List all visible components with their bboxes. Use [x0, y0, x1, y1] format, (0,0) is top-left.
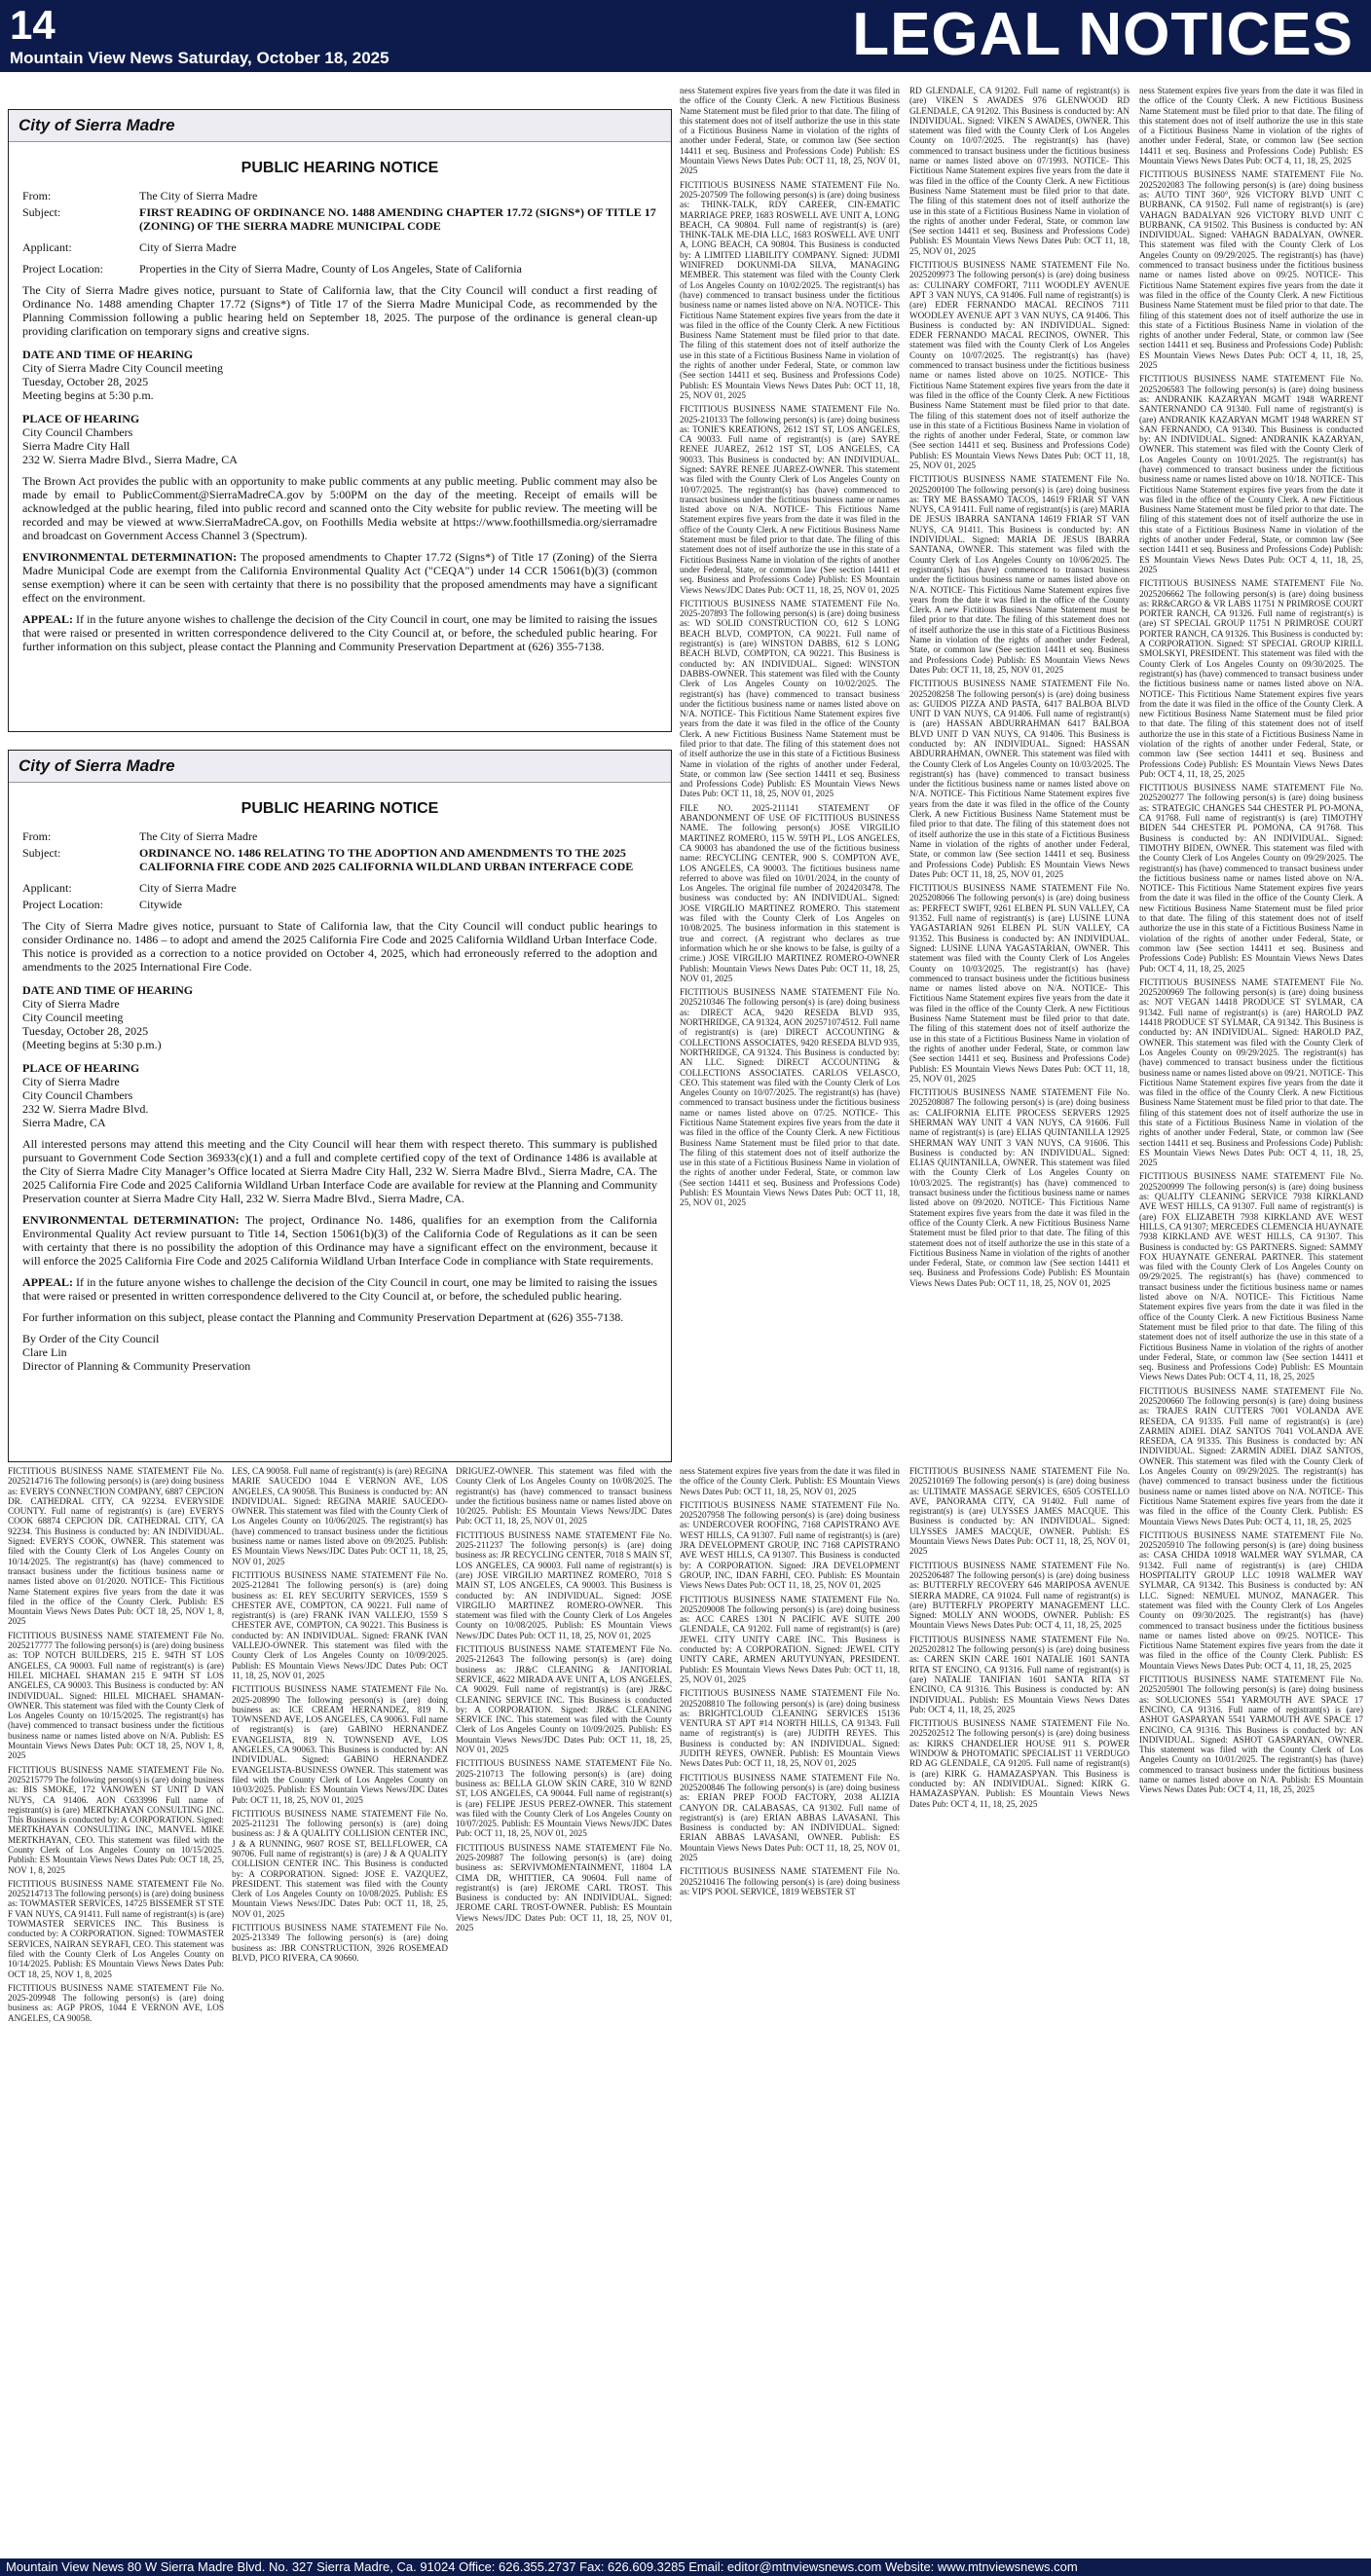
from-value: The City of Sierra Madre [139, 189, 258, 202]
fictitious-business-notice: FICTITIOUS BUSINESS NAME STATEMENT File No. 2025208066 The following person(s) is (are) doing business as: PERFECT SWIFT, 9261 ELBEN PL SUN VALLEY, CA 91352. Full name of registrant(s) is (are) LUSINE LUNA YAGASTARIAN 9261 ELBEN PL SUN VALLEY, CA 91352. This Business is conducted by: AN INDIVIDUAL. Signed: LUSINE LUNA YAGASTARIAN, OWNER. This statement was filed with the County Clerk of Los Angeles County on 10/03/2025. The registrant(s) has (have) commenced to transact business under the fictitious business name or names listed above on N/A. NOTICE- This Fictitious Name Statement expires five years from the date it was filed in the office of the County Clerk. A new Fictitious Business Name Statement must be filed prior to that date. The filing of this statement does not of itself authorize the use in this state of a Fictitious Business Name in violation of the rights of another under Federal, State, or common law (See section 14411 et seq. Business and Professions Code) Publish: ES Mountain Views News Dates Pub: OCT 11, 18, 25, NOV 01, 2025 [909, 883, 1130, 1084]
fictitious-business-notice: ness Statement expires five years from the date it was filed in the office of the County Clerk. A new Fictitious Business Name Statement must be filed prior to that date. The filing of this statement does not of itself authorize the use in this state of a Fictitious Business Name in violation of the rights of another under Federal, State, or common law (See section 14411 et seq. Business and Professions Code) Publish: ES Mountain Views News Dates Pub: OCT 4, 11, 18, 25, 2025 [1139, 86, 1363, 166]
hearing-place-heading: PLACE OF HEARING [22, 412, 140, 425]
fictitious-business-notice: DRIGUEZ-OWNER. This statement was filed with the County Clerk of Los Angeles County on 10/08/2025. The registrant(s) has (have) commenced to transact business under the fictitious business name or names listed above on 10/2025. Publish: ES Mountain Views News/JDC Dates Pub: OCT 11, 18, 25, NOV 01, 2025 [456, 1466, 672, 1527]
footer-contact-bar: Mountain View News 80 W Sierra Madre Blvd. No. 327 Sierra Madre, Ca. 91024 Office: 626.355.2737 Fax: 626.609.3285 Email: editor@mtnviewsnews.com Website: www.mtnviewsnews.com [0, 2558, 1371, 2576]
notice-intro: The City of Sierra Madre gives notice, pursuant to State of California law, that the City Council will conduct public hearings to consider Ordinance no. 1486 – to adopt and amend the 2025 California Fire Code and 2025 California Wildland Urban Interface Code. This notice is provided as a correction to a notice provided on October 4, 2025, which had erroneously referred to the adoption and amendments to the 2025 International Fire Code. [22, 919, 657, 974]
fictitious-business-notice: FICTITIOUS BUSINESS NAME STATEMENT File No. 2025-209887 The following person(s) is (are) doing business as: SERVIVMOMENTAINMENT, 11804 LA CIMA DR, WHITTIER, CA 90604. Full name of registrant(s) is (are) JEROME CARL TROST. This Business is conducted by: AN INDIVIDUAL. Signed: JEROME CARL TROST-OWNER. Publish: ES Mountain Views News/JDC Dates Pub: OCT 11, 18, 25, NOV 01, 2025 [456, 1842, 672, 1933]
fictitious-business-notice: FICTITIOUS BUSINESS NAME STATEMENT File No. 2025205910 The following person(s) is (are) doing business as: CASA CHIDA 10918 WALMER WAY SYLMAR, CA 91342. Full name of registrant(s) is (are) CHIDA HOSPITALITY GROUP LLC 10918 WALMER WAY SYLMAR, CA 91342. This Business is conducted by: AN LLC. Signed: NEMUEL MUNOZ, MANAGER. This statement was filed with the County Clerk of Los Angeles County on 09/30/2025. The registrant(s) has (have) commenced to transact business under the fictitious business name or names listed above on 09/25. NOTICE- This Fictitious Name Statement expires five years from the date it was filed in the office of the County Clerk. Publish: ES Mountain Views News Dates Pub: OCT 4, 11, 18, 25, 2025 [1139, 1529, 1363, 1671]
hearing-place-line: 232 W. Sierra Madre Blvd. [22, 1102, 149, 1116]
env-text: The proposed amendments to Chapter 17.72 (Signs*) of Title 17 (Zoning) of the Sierra Madre Municipal Code are exempt from the California Environmental Quality Act ("CEQA") under 14 CCR 15061(b)(3) (common sense exemption) where it can be seen with certainty that there is no possibility that the proposed amendments may have a significant effect on the environment. [22, 550, 657, 605]
fictitious-business-notice: FICTITIOUS BUSINESS NAME STATEMENT File No. 2025217777 The following person(s) is (are) doing business as: TOP NOTCH BUILDERS, 215 E. 94TH ST LOS ANGELES, CA 90003. Full name of registrant(s) is (are) HILEL MICHAEL SHAMAN 215 E 94TH ST LOS ANGELES, CA 90003. This Business is conducted by: AN INDIVIDUAL. Signed: HILEL MICHAEL SHAMAN-OWNER. This statement was filed with the County Clerk of Los Angeles County on 10/15/2025. The registrant(s) has (have) commenced to transact business under the fictitious business name or names listed above on N/A. Publish: ES Mountain Views News Dates Pub: OCT 18, 25, NOV 1, 8, 2025 [8, 1630, 224, 1761]
fictitious-business-notice: FICTITIOUS BUSINESS NAME STATEMENT File No. 2025200100 The following person(s) is (are) doing business as: TRY ME BASSAMO TACOS, 14619 FRIAR ST VAN NUYS, CA 91411. Full name of registrant(s) is (are) MARIA DE JESUS IBARRA SANTANA 14619 FRIAR ST VAN NUYS, CA 91411. This Business is conducted by: AN INDIVIDUAL. Signed: MARIA DE JESUS IBARRA SANTANA, OWNER. This statement was filed with the County Clerk of Los Angeles County on 10/06/2025. The registrant(s) has (have) commenced to transact business under the fictitious business name or names listed above on N/A. NOTICE- This Fictitious Name Statement expires five years from the date it was filed in the office of the County Clerk. A new Fictitious Business Name Statement must be filed prior to that date. The filing of this statement does not of itself authorize the use in this state of a Fictitious Business Name in violation of the rights of another under Federal, State, or common law (See section 14411 et seq. Business and Professions Code) Publish: ES Mountain Views News Dates Pub: OCT 11, 18, 25, NOV 01, 2025 [909, 474, 1130, 675]
legal-column [909, 86, 1130, 1460]
fictitious-business-notice: FICTITIOUS BUSINESS NAME STATEMENT File No. 2025-213349 The following person(s) is (are) doing business as: JBR CONSTRUCTION, 3926 ROSEMEAD BLVD, PICO RIVERA, CA 90660. [232, 1923, 448, 1963]
further-info: For further information on this subject, please contact the Planning and Community Preservation Department at (626) 355-7138. [22, 1310, 624, 1324]
subject-label: Subject: [22, 205, 61, 219]
hearing-date-line: City of Sierra Madre [22, 997, 120, 1011]
page-number: 14 [10, 2, 56, 48]
fictitious-business-notice: FICTITIOUS BUSINESS NAME STATEMENT File No. 2025209973 The following person(s) is (are) doing business as: CULINARY COMFORT, 7111 WOODLEY AVENUE APT 3 VAN NUYS, CA 91406. Full name of registrant(s) is (are) EDER FERNANDO MACAL RECINOS 7111 WOODLEY AVENUE APT 3 VAN NUYS, CA 91406. This Business is conducted by: AN INDIVIDUAL. Signed: EDER FERNANDO MACAL RECINOS, OWNER. This statement was filed with the County Clerk of Los Angeles County on 10/07/2025. The registrant(s) has (have) commenced to transact business under the fictitious business name or names listed above on 10/25. NOTICE- This Fictitious Name Statement expires five years from the date it was filed in the office of the County Clerk. A new Fictitious Business Name Statement must be filed prior to that date. The filing of this statement does not of itself authorize the use in this state of a Fictitious Business Name in violation of the rights of another under Federal, State, or common law (See section 14411 et seq. Business and Professions Code) Publish: ES Mountain Views News Dates Pub: OCT 11, 18, 25, NOV 01, 2025 [909, 260, 1130, 470]
hearing-place-line: 232 W. Sierra Madre Blvd., Sierra Madre, CA [22, 453, 238, 466]
hearing-place-heading: PLACE OF HEARING [22, 1061, 140, 1075]
legal-column [1139, 86, 1363, 2555]
location-label: Project Location: [22, 262, 103, 276]
fictitious-business-notice: FICTITIOUS BUSINESS NAME STATEMENT File No. 2025200660 The following person(s) is (are) doing business as: TRAJES RAIN CUTTERS 7001 VOLANDA AVE RESEDA, CA 91335. Full name of registrant(s) is (are) ZARMIN ADIEL DIAZ SANTOS 7041 VOLANDA AVE RESEDA, CA 91335. This Business is conducted by: AN INDIVIDUAL. Signed: ZARMIN ADIEL DIAZ SANTOS, OWNER. This statement was filed with the County Clerk of Los Angeles County on 09/29/2025. The registrant(s) has (have) commenced to transact business under the fictitious business name or names listed above on N/A. NOTICE- This Fictitious Name Statement expires five years from the date it was filed in the office of the County Clerk. Publish: ES Mountain Views News Dates Pub: OCT 4, 11, 18, 25, 2025 [1139, 1385, 1363, 1527]
fictitious-business-notice: FICTITIOUS BUSINESS NAME STATEMENT File No. 2025-207509 The following person(s) is (are) doing business as: THINK-TALK, RDY CAREER, CIN-EMATIC MARRIAGE PREP, 1683 ROSWELL AVE UNIT A, LONG BEACH, CA 90804. Full name of registrant(s) is (are) THINK-TALK ME-DIA LLC, 1683 ROSWELL AVE UNIT A, LONG BEACH, CA 90804. This Business is conducted by: A LIMITED LIABILITY COMPANY. Signed: JUDMI WINIFRED DOKUNMI-DA SILVA, MANAGING MEMBER. This statement was filed with the County Clerk of Los Angeles County on 10/02/2025. The registrant(s) has (have) commenced to transact business under the fictitious business name or names listed above on N/A. NOTICE- This Fictitious Name Statement expires five years from the date it was filed in the office of the County Clerk. A new Fictitious Business Name Statement must be filed prior to that date. The filing of this statement does not of itself authorize the use in this state of a Fictitious Business Name in violation of the rights of another under Federal, State, or common law (See section 14411 et seq. Business and Professions Code) Publish: ES Mountain Views News Dates Pub: OCT 11, 18, 25, NOV 01, 2025 [680, 179, 900, 400]
section-title: LEGAL NOTICES [852, 1, 1353, 68]
location-value: Citywide [139, 898, 182, 911]
signature-line: Clare Lin [22, 1345, 67, 1359]
fictitious-business-notice: FICTITIOUS BUSINESS NAME STATEMENT File No. 2025-209948 The following person(s) is (are) doing business as: AGP PROS, 1044 E VERNON AVE, LOS ANGELES, CA 90058. [8, 1982, 224, 2023]
fictitious-business-notice: FICTITIOUS BUSINESS NAME STATEMENT File No. 2025210416 The following person(s) is (are) doing business as: VIP'S POOL SERVICE, 1819 WEBSTER ST [680, 1866, 900, 1896]
masthead [0, 0, 1371, 72]
subject-label: Subject: [22, 846, 61, 860]
hearing-place-line: Sierra Madre, CA [22, 1116, 106, 1129]
subject-value: ORDINANCE NO. 1486 RELATING TO THE ADOPTION AND AMENDMENTS TO THE 2025 CALIFORNIA FIRE CODE AND 2025 CALIFORNIA WILDLAND URBAN INTERFACE CODE [139, 846, 634, 873]
signature-line: Director of Planning & Community Preservation [22, 1359, 251, 1373]
notice-org-band: City of Sierra Madre [9, 751, 671, 783]
fictitious-business-notice: RD GLENDALE, CA 91202. Full name of registrant(s) is (are) VIKEN S AWADES 976 GLENWOOD RD GLENDALE, CA 91202. This Business is conducted by: AN INDIVIDUAL. Signed: VIKEN S AWADES, OWNER. This statement was filed with the County Clerk of Los Angeles County on 10/07/2025. The registrant(s) has (have) commenced to transact business under the fictitious business name or names listed above on 07/1993. NOTICE- This Fictitious Name Statement expires five years from the date it was filed in the office of the County Clerk. A new Fictitious Business Name Statement must be filed prior to that date. The filing of this statement does not of itself authorize the use in this state of a Fictitious Business Name in violation of the rights of another under Federal, State, or common law (See section 14411 et seq. Business and Professions Code) Publish: ES Mountain Views News Dates Pub: OCT 11, 18, 25, NOV 01, 2025 [909, 86, 1130, 256]
fictitious-business-notice: FICTITIOUS BUSINESS NAME STATEMENT File No. 2025215779 The following person(s) is (are) doing business as: BIS SMOKE, 172 VANOWEN ST UNIT D VAN NUYS, CA 91406. AON C633996 Full name of registrant(s) is (are) MERTKHAYAN CONSULTING INC. This Business is conducted by: A CORPORATION. Signed: MERTKHAYAN CONSULTING INC, MANVEL MIKE MERTKHAYAN, CEO. This statement was filed with the County Clerk of Los Angeles County on 10/15/2025. Publish: ES Mountain Views News Dates Pub: OCT 18, 25, NOV 1, 8, 2025 [8, 1764, 224, 1875]
fictitious-business-notice: FICTITIOUS BUSINESS NAME STATEMENT File No. 2025202083 The following person(s) is (are) doing business as: AUTO TINT 360°, 926 VICTORY BLVD UNIT C BURBANK, CA 91502. Full name of registrant(s) is (are) VAHAGN BADALYAN 926 VICTORY BLVD UNIT C BURBANK, CA 91502. This Business is conducted by: AN INDIVIDUAL. Signed: VAHAGN BADALYAN, OWNER. This statement was filed with the County Clerk of Los Angeles County on 09/29/2025. The registrant(s) has (have) commenced to transact business under the fictitious business name or names listed above on 09/25. NOTICE- This Fictitious Name Statement expires five years from the date it was filed in the office of the County Clerk. A new Fictitious Business Name Statement must be filed prior to that date. The filing of this statement does not of itself authorize the use in this state of a Fictitious Business Name in violation of the rights of another under Federal, State, or common law (See section 14411 et seq. Business and Professions Code) Publish: ES Mountain Views News Dates Pub: OCT 4, 11, 18, 25, 2025 [1139, 169, 1363, 371]
hearing-date-line: City Council meeting [22, 1011, 124, 1024]
env-heading: ENVIRONMENTAL DETERMINATION: [22, 1213, 240, 1227]
from-value: The City of Sierra Madre [139, 829, 258, 843]
fictitious-business-notice: FICTITIOUS BUSINESS NAME STATEMENT File No. 2025209008 The following person(s) is (are) doing business as: ACC CARES 1301 N PACIFIC AVE SUITE 200 GLENDALE, CA 91202. Full name of registrant(s) is (are) JEWEL CITY UNITY CARE INC. This Business is conducted by: A CORPORATION. Signed: JEWEL CITY UNITY CARE, ARMEN ARUTYUNYAN, PRESIDENT. Publish: ES Mountain Views News Dates Pub: OCT 11, 18, 25, NOV 01, 2025 [680, 1594, 900, 1684]
fictitious-business-notice: FICTITIOUS BUSINESS NAME STATEMENT File No. 2025200999 The following person(s) is (are) doing business as: QUALITY CLEANING SERVICE 7938 KIRKLAND AVE WEST HILLS, CA 91307. Full name of registrant(s) is (are) FOX ELIZABETH 7938 KIRKLAND AVE WEST HILLS, CA 91307; MERCEDES CLEMENCIA HUAYNATE 7938 KIRKLAND AVE WEST HILLS, CA 91307. This Business is conducted by: GS PARTNERS. Signed: SAMMY FOX HUAYNATE GENERAL PARTNER. This statement was filed with the County Clerk of Los Angeles County on 09/29/2025. The registrant(s) has (have) commenced to transact business under the fictitious business name or names listed above on N/A. NOTICE- This Fictitious Name Statement expires five years from the date it was filed in the office of the County Clerk. A new Fictitious Business Name Statement must be filed prior to that date. The filing of this statement does not of itself authorize the use in this state of a Fictitious Business Name in violation of the rights of another under Federal, State, or common law (See section 14411 et seq. Business and Professions Code) Publish: ES Mountain Views News Dates Pub: OCT 4, 11, 18, 25, 2025 [1139, 1171, 1363, 1382]
notice-org-band: City of Sierra Madre [9, 110, 671, 142]
fictitious-business-notice: FICTITIOUS BUSINESS NAME STATEMENT File No. 2025-210133 The following person(s) is (are) doing business as: TONIE'S KREATIONS, 2612 1ST ST, LOS ANGELES, CA 90033. Full name of registrant(s) is (are) SAYRE RENEE JUAREZ, 2612 1ST ST, LOS ANGELES, CA 90033. This Business is conducted by: AN INDIVIDUAL. Signed: SAYRE RENEE JUAREZ-OWNER. This statement was filed with the County Clerk of Los Angeles County on 10/07/2025. The registrant(s) has (have) commenced to transact business under the fictitious business name or names listed above on N/A. NOTICE- This Fictitious Name Statement expires five years from the date it was filed in the office of the County Clerk. A new Fictitious Business Name Statement must be filed prior to that date. The filing of this statement does not of itself authorize the use in this state of a Fictitious Business Name in violation of the rights of another under Federal, State, or common law (See section 14411 et seq. Business and Professions Code) Publish: ES Mountain Views News/JDC Dates Pub: OCT 11, 18, 25, NOV 01, 2025 [680, 404, 900, 595]
fictitious-business-notice: FICTITIOUS BUSINESS NAME STATEMENT File No. 2025202512 The following person(s) is (are) doing business as: KIRKS CHANDELIER HOUSE 911 S. POWER WINDOW & PHOTOMATIC SPECIALIST 11 VERDUGO RD AG GLENDALE, CA 91205. Full name of registrant(s) is (are) KIRK G. HAMAZASPYAN. This Business is conducted by: AN INDIVIDUAL. Signed: KIRK G. HAMAZASPYAN. Publish: ES Mountain Views News Dates Pub: OCT 4, 11, 18, 25, 2025 [909, 1718, 1130, 1809]
from-label: From: [22, 189, 52, 202]
public-hearing-notice-signs [8, 109, 672, 732]
hearing-place-line: City of Sierra Madre [22, 1075, 120, 1088]
signature-line: By Order of the City Council [22, 1332, 160, 1345]
legal-column [232, 1466, 448, 2555]
fictitious-business-notice: FICTITIOUS BUSINESS NAME STATEMENT File No. 2025-208990 The following person(s) is (are) doing business as: ICE CREAM HERNANDEZ, 819 N. TOWNSEND AVE, LOS ANGELES, CA 90063. Full name of registrant(s) is (are) GABINO HERNANDEZ EVANGELISTA, 819 N. TOWNSEND AVE, LOS ANGELES, CA 90063. This Business is conducted by: AN INDIVIDUAL. Signed: GABINO HERNANDEZ EVANGELISTA-BUSINESS OWNER. This statement was filed with the County Clerk of Los Angeles County on 10/03/2025. Publish: ES Mountain Views News/JDC Dates Pub: OCT 11, 18, 25, NOV 01, 2025 [232, 1684, 448, 1805]
legal-column [680, 1466, 900, 2555]
hearing-date-line: City of Sierra Madre City Council meeting [22, 361, 223, 375]
fictitious-business-notice: FICTITIOUS BUSINESS NAME STATEMENT File No. 2025202812 The following person(s) is (are) doing business as: CAREN SKIN CARE 1601 NATALIE 1601 SANTA RITA ST ENCINO, CA 91316. Full name of registrant(s) is (are) NATALIE TANIFIAN 1601 SANTA RITA ST ENCINO, CA 91316. This Business is conducted by: AN INDIVIDUAL. Publish: ES Mountain Views News Dates Pub: OCT 4, 11, 18, 25, 2025 [909, 1634, 1130, 1714]
appeal-heading: APPEAL: [22, 612, 73, 626]
applicant-value: City of Sierra Madre [139, 240, 237, 254]
brown-act-paragraph: The Brown Act provides the public with an opportunity to make public comments at any public meeting. Public comment may also be made by email to PublicComment@SierraMadreCA.gov by 5:00PM on the day of the meeting. Receipt of emails will be acknowledged at the public hearing, filed into public record and scanned onto the City website for public review. The meeting will be recorded and may be viewed at www.SierraMadreCA.gov, on Foothills Media website at https://www.foothillsmedia.org/sierramadre and broadcast on Government Access Channel 3 (Spectrum). [22, 474, 657, 542]
hearing-date-line: (Meeting begins at 5:30 p.m.) [22, 1038, 162, 1051]
hearing-place-line: City Council Chambers [22, 425, 133, 439]
fictitious-business-notice: ness Statement expires five years from the date it was filed in the office of the County Clerk. Publish: ES Mountain Views News Dates Pub: OCT 11, 18, 25, NOV 01, 2025 [680, 1466, 900, 1496]
fictitious-business-notice: FICTITIOUS BUSINESS NAME STATEMENT File No. 2025200846 The following person(s) is (are) doing business as: ERIAN PREP FOOD FACTORY, 2038 ALIZIA CANYON DR. CALABASAS, CA 91302. Full name of registrant(s) is (are) ERIAN ABBAS LAVASANI. This Business is conducted by: AN INDIVIDUAL. Signed: ERIAN ABBAS LAVASANI, OWNER. Publish: ES Mountain Views News Dates Pub: OCT 11, 18, 25, NOV 01, 2025 [680, 1772, 900, 1862]
fictitious-business-notice: FICTITIOUS BUSINESS NAME STATEMENT File No. 2025207958 The following person(s) is (are) doing business as: UNDERCOVER ROOFING, 7168 CAPISTRANO AVE WEST HILLS, CA 91307. Full name of registrant(s) is (are) JRA DEVELOPMENT GROUP, INC 7168 CAPISTRANO AVE WEST HILLS, CA 91307. This Business is conducted by: A CORPORATION. Signed: JRA DEVELOPMENT GROUP, INC, IDAN FARHI, CEO. Publish: ES Mountain Views News Dates Pub: OCT 11, 18, 25, NOV 01, 2025 [680, 1499, 900, 1591]
subject-value: FIRST READING OF ORDINANCE NO. 1488 AMENDING CHAPTER 17.72 (SIGNS*) OF TITLE 17 (ZONING) OF THE SIERRA MADRE MUNICIPAL CODE [139, 205, 656, 233]
env-heading: ENVIRONMENTAL DETERMINATION: [22, 550, 238, 564]
fictitious-business-notice: ness Statement expires five years from the date it was filed in the office of the County Clerk. A new Fictitious Business Name Statement must be filed prior to that date. The filing of this statement does not of itself authorize the use in this state of a Fictitious Business Name in violation of the rights of another under Federal, State, or common law (See section 14411 et seq. Business and Professions Code) Publish: ES Mountain Views News Dates Pub: OCT 11, 18, 25, NOV 01, 2025 [680, 86, 900, 176]
hearing-date-line: Tuesday, October 28, 2025 [22, 1024, 149, 1038]
fictitious-business-notice: FICTITIOUS BUSINESS NAME STATEMENT File No. 2025-212841 The following person(s) is (are) doing business as: EL REY SECURITY SERVICES, 1559 S CHESTER AVE, COMPTON, CA 90221. Full name of registrant(s) is (are) FRANK IVAN VALLEJO, 1559 S CHESTER AVE, COMPTON, CA 90221. This Business is conducted by: AN INDIVIDUAL. Signed: FRANK IVAN VALLEJO-OWNER. This statement was filed with the County Clerk of Los Angeles County on 10/09/2025. Publish: ES Mountain Views News/JDC Dates Pub: OCT 11, 18, 25, NOV 01, 2025 [232, 1569, 448, 1680]
legal-column [909, 1466, 1130, 2555]
appeal-heading: APPEAL: [22, 1275, 73, 1289]
public-hearing-notice-fire-code [8, 750, 672, 1462]
legal-column [8, 1466, 224, 2555]
notice-intro: The City of Sierra Madre gives notice, pursuant to State of California law, that the City Council will conduct a first reading of Ordinance No. 1488 amending Chapter 17.72 (Signs*) of Title 17 of the Sierra Madre Municipal Code, as recommended by the Planning Commission following a public hearing held on September 18, 2025. The purpose of the ordinance is general clean-up providing clarification on temporary signs and creative signs. [22, 283, 657, 338]
applicant-label: Applicant: [22, 240, 72, 254]
hearing-date-line: Meeting begins at 5:30 p.m. [22, 388, 154, 402]
applicant-value: City of Sierra Madre [139, 881, 237, 895]
notice-heading: PUBLIC HEARING NOTICE [241, 800, 439, 817]
fictitious-business-notice: FICTITIOUS BUSINESS NAME STATEMENT File No. 2025205901 The following person(s) is (are) doing business as: SOLUCIONES 5541 YARMOUTH AVE SPACE 17 ENCINO, CA 91316. Full name of registrant(s) is (are) ASHOT GASPARYAN 5541 YARMOUTH AVE SPACE 17 ENCINO, CA 91316. This Business is conducted by: AN INDIVIDUAL. Signed: ASHOT GASPARYAN, OWNER. This statement was filed with the County Clerk of Los Angeles County on 10/01/2025. The registrant(s) has (have) commenced to transact business under the fictitious business name or names listed above on N/A. Publish: ES Mountain Views News Dates Pub: OCT 4, 11, 18, 25, 2025 [1139, 1674, 1363, 1795]
masthead-date-line: Mountain View News Saturday, October 18, 2025 [10, 49, 389, 67]
fictitious-business-notice: FILE NO. 2025-211141 STATEMENT OF ABANDONMENT OF USE OF FICTITIOUS BUSINESS NAME. The following person(s) JOSE VIRGILIO MARTINEZ ROMERO, 115 W. 59TH PL, LOS ANGELES, CA 90003 has abandoned the use of the fictitious business name: RECYCLING CENTER, 900 S. COMPTON AVE, LOS ANGELES, CA 90003. The fictitious business name referred to above was filed on 10/01/2024, in the county of Los Angeles. The original file number of 2024203478. The business was conducted by: AN INDIVIDUAL. Signed: JOSE VIRGILIO MARTINEZ ROMERO. This statement was filed with the County Clerk of Los Angeles on 10/08/2025. The business information in this statement is true and correct. (A registrant who declares as true information which he or she knows to be false, is guilty of a crime.) JOSE VIRGILIO MARTINEZ ROMERO-OWNER Publish: Mountain Views News Dates Pub: OCT 11, 18, 25, NOV 01, 2025 [680, 802, 900, 983]
fictitious-business-notice: FICTITIOUS BUSINESS NAME STATEMENT File No. 2025-211231 The following person(s) is (are) doing business as: J & A QUALITY COLLISION CENTER INC, J & A RUNNING, 9607 ROSE ST, BELLFLOWER, CA 90706. Full name of registrant(s) is (are) J & A QUALITY COLLISION CENTER INC. This Business is conducted by: A CORPORATION. Signed: JOSE E. VAZQUEZ, PRESIDENT. This statement was filed with the County Clerk of Los Angeles County on 10/08/2025. Publish: ES Mountain Views News/JDC Dates Pub: OCT 11, 18, 25, NOV 01, 2025 [232, 1808, 448, 1919]
fictitious-business-notice: FICTITIOUS BUSINESS NAME STATEMENT File No. 2025200969 The following person(s) is (are) doing business as: NOT VEGAN 14418 PRODUCE ST SYLMAR, CA 91342. Full name of registrant(s) is (are) HAROLD PAZ 14418 PRODUCE ST SYLMAR, CA 91342. This Business is conducted by: AN INDIVIDUAL. Signed: HAROLD PAZ, OWNER. This statement was filed with the County Clerk of Los Angeles County on 09/29/2025. The registrant(s) has (have) commenced to transact business under the fictitious business name or names listed above on 09/21. NOTICE- This Fictitious Name Statement expires five years from the date it was filed in the office of the County Clerk. A new Fictitious Business Name Statement must be filed prior to that date. The filing of this statement does not of itself authorize the use in this state of a Fictitious Business Name in violation of the rights of another under Federal, State, or common law (See section 14411 et seq. Business and Professions Code) Publish: ES Mountain Views News Dates Pub: OCT 4, 11, 18, 25, 2025 [1139, 976, 1363, 1168]
fictitious-business-notice: FICTITIOUS BUSINESS NAME STATEMENT File No. 2025-210713 The following person(s) is (are) doing business as: BELLA GLOW SKIN CARE, 310 W 82ND ST, LOS ANGELES, CA 90044. Full name of registrant(s) is (are) FELIPE JESUS PEREZ-OWNER. This statement was filed with the County Clerk of Los Angeles County on 10/07/2025. Publish: ES Mountain Views News/JDC Dates Pub: OCT 11, 18, 25, NOV 01, 2025 [456, 1758, 672, 1839]
hearing-place-line: Sierra Madre City Hall [22, 439, 130, 453]
fictitious-business-notice: FICTITIOUS BUSINESS NAME STATEMENT File No. 2025214713 The following person(s) is (are) doing business as: TOWMASTER SERVICES, 14725 BISSEMER ST STE F VAN NUYS, CA 91411. Full name of registrant(s) is (are) TOWMASTER SERVICES INC. This Business is conducted by: A CORPORATION. Signed: TOWMASTER SERVICES, NAIRAN SEYRAFI, CEO. This statement was filed with the County Clerk of Los Angeles County on 10/14/2025. Publish: ES Mountain Views News Dates Pub: OCT 18, 25, NOV 1, 8, 2025 [8, 1878, 224, 1979]
location-value: Properties in the City of Sierra Madre, County of Los Angeles, State of California [139, 262, 522, 276]
fictitious-business-notice: FICTITIOUS BUSINESS NAME STATEMENT File No. 2025-211237 The following person(s) is (are) doing business as: JR RECYCLING CENTER, 7018 S MAIN ST, LOS ANGELES, CA 90003. Full name of registrant(s) is (are) JOSE VIRGILIO MARTINEZ ROMERO, 7018 S MAIN ST, LOS ANGELES, CA 90003. This Business is conducted by: AN INDIVIDUAL. Signed: JOSE VIRGILIO MARTINEZ ROMERO-OWNER. This statement was filed with the County Clerk of Los Angeles County on 10/08/2025. Publish: ES Mountain Views News/JDC Dates Pub: OCT 11, 18, 25, NOV 01, 2025 [456, 1529, 672, 1640]
fictitious-business-notice: FICTITIOUS BUSINESS NAME STATEMENT File No. 2025214716 The following person(s) is (are) doing business as: EVERYS CONNECTION COMPANY, 6887 CEPCION DR. CATHEDRAL CITY, CA 92234. EVERYSIDE COUNTY. Full name of registrant(s) is (are) EVERYS COOK 68874 CEPCION DR. CATHEDRAL CITY, CA 92234. This Business is conducted by: AN INDIVIDUAL. Signed: EVERYS COOK, OWNER. This statement was filed with the County Clerk of Los Angeles County on 10/14/2025. The registrant(s) has (have) commenced to transact business under the fictitious business name or names listed above on 01/2020. NOTICE- This Fictitious Name Statement expires five years from the date it was filed in the office of the County Clerk. Publish: ES Mountain Views News Dates Pub: OCT 18, 25, NOV 1, 8, 2025 [8, 1466, 224, 1627]
legal-column [680, 86, 900, 1460]
fictitious-business-notice: FICTITIOUS BUSINESS NAME STATEMENT File No. 2025-212643 The following person(s) is (are) doing business as: JR&C CLEANING & JANITORIAL SERVICE, 4622 MIRADA AVE UNIT A, LOS ANGELES, CA 90029. Full name of registrant(s) is (are) JR&C CLEANING SERVICE INC. This Business is conducted by: A CORPORATION. Signed: JR&C CLEANING SERVICE INC. This statement was filed with the County Clerk of Los Angeles County on 10/09/2025. Publish: ES Mountain Views News/JDC Dates Pub: OCT 11, 18, 25, NOV 01, 2025 [456, 1644, 672, 1755]
hearing-date-line: Tuesday, October 28, 2025 [22, 375, 149, 388]
fictitious-business-notice: FICTITIOUS BUSINESS NAME STATEMENT File No. 2025208810 The following person(s) is (are) doing business as: BRIGHTCLOUD CLEANING SERVICES 15136 VENTURA ST APT #14 NORTH HILLS, CA 91343. Full name of registrant(s) is (are) JUDITH REYES. This Business is conducted by: AN INDIVIDUAL. Signed: JUDITH REYES, OWNER. Publish: ES Mountain Views News Dates Pub: OCT 11, 18, 25, NOV 01, 2025 [680, 1688, 900, 1769]
fictitious-business-notice: FICTITIOUS BUSINESS NAME STATEMENT File No. 2025206662 The following person(s) is (are) doing business as: RR&CARGO & VR LABS 11751 N PRIMROSE COURT PORTER RANCH, CA 91326. Full name of registrant(s) is (are) ST SPECIAL GROUP 11751 N PRIMROSE COURT PORTER RANCH, CA 91326. This Business is conducted by: A CORPORATION. Signed: ST SPECIAL GROUP KIRILL SMOLSKYI, PRESIDENT. This statement was filed with the County Clerk of Los Angeles County on 09/30/2025. The registrant(s) has (have) commenced to transact business under the fictitious business name or names listed above on N/A. NOTICE- This Fictitious Name Statement expires five years from the date it was filed in the office of the County Clerk. A new Fictitious Business Name Statement must be filed prior to that date. The filing of this statement does not of itself authorize the use in this state of a Fictitious Business Name in violation of the rights of another under Federal, State, or common law (See section 14411 et seq. Business and Professions Code) Publish: ES Mountain Views News Dates Pub: OCT 4, 11, 18, 25, 2025 [1139, 578, 1363, 779]
appeal-text: If in the future anyone wishes to challenge the decision of the City Council in court, one may be limited to raising the issues that were raised or presented in written correspondence delivered to the City Council at, or before, the scheduled public hearing. [22, 1275, 657, 1303]
from-label: From: [22, 829, 52, 843]
hearing-place-line: City Council Chambers [22, 1088, 133, 1102]
hearing-date-heading: DATE AND TIME OF HEARING [22, 983, 194, 997]
appeal-text: If in the future anyone wishes to challenge the decision of the City Council in court, one may be limited to raising the issues that were raised or presented in written correspondence delivered to the City Council at, or before, the scheduled public hearing. For further information on this subject, please contact the Planning and Community Preservation Department at (626) 355-7138. [22, 612, 657, 653]
notice-heading: PUBLIC HEARING NOTICE [241, 160, 439, 176]
legal-column [456, 1466, 672, 2555]
location-label: Project Location: [22, 898, 103, 911]
fictitious-business-notice: FICTITIOUS BUSINESS NAME STATEMENT File No. 2025208258 The following person(s) is (are) doing business as: GUIDOS PIZZA AND PASTA, 6417 BALBOA BLVD UNIT D VAN NUYS, CA 91406. Full name of registrant(s) is (are) HASSAN ABDURRAHMAN 6417 BALBOA BLVD UNIT D VAN NUYS, CA 91406. This Business is conducted by: AN INDIVIDUAL. Signed: HASSAN ABDURRAHMAN, OWNER. This statement was filed with the County Clerk of Los Angeles County on 10/03/2025. The registrant(s) has (have) commenced to transact business under the fictitious business name or names listed above on N/A. NOTICE- This Fictitious Name Statement expires five years from the date it was filed in the office of the County Clerk. A new Fictitious Business Name Statement must be filed prior to that date. The filing of this statement does not of itself authorize the use in this state of a Fictitious Business Name in violation of the rights of another under Federal, State, or common law (See section 14411 et seq. Business and Professions Code) Publish: ES Mountain Views News Dates Pub: OCT 11, 18, 25, NOV 01, 2025 [909, 679, 1130, 879]
interested-persons-paragraph: All interested persons may attend this meeting and the City Council will hear them with respect thereto. This summary is published pursuant to Government Code Section 36933(c)(1) and a full and complete certified copy of the text of Ordinance 1486 is available at the City of Sierra Madre City Manager’s Office located at Sierra Madre City Hall, 232 W. Sierra Madre Blvd., Sierra Madre, CA. The 2025 California Fire Code and 2025 California Wildland Urban Interface Code are available for review at the Planning and Community Preservation counter at Sierra Madre City Hall, 232 W. Sierra Madre Blvd., Sierra Madre, CA. [22, 1137, 657, 1205]
fictitious-business-notice: FICTITIOUS BUSINESS NAME STATEMENT File No. 2025200277 The following person(s) is (are) doing business as: STRATEGIC CHANGES 544 CHESTER PL PO-MONA, CA 91768. Full name of registrant(s) is (are) TIMOTHY BIDEN 544 CHESTER PL POMONA, CA 91768. This Business is conducted by: AN INDIVIDUAL. Signed: TIMOTHY BIDEN, OWNER. This statement was filed with the County Clerk of Los Angeles County on 09/29/2025. The registrant(s) has (have) commenced to transact business under the fictitious business name or names listed above on N/A. NOTICE- This Fictitious Name Statement expires five years from the date it was filed in the office of the County Clerk. A new Fictitious Business Name Statement must be filed prior to that date. The filing of this statement does not of itself authorize the use in this state of a Fictitious Business Name in violation of the rights of another under Federal, State, or common law (See section 14411 et seq. Business and Professions Code) Publish: ES Mountain Views News Dates Pub: OCT 4, 11, 18, 25, 2025 [1139, 783, 1363, 974]
fictitious-business-notice: FICTITIOUS BUSINESS NAME STATEMENT File No. 2025206583 The following person(s) is (are) doing business as: ANDRANIK KAZARYAN MGMT 1948 WARRENT SANTERNANDO CA 91340. Full name of registrant(s) is (are) ANDRANIK KAZARYAN MGMT 1948 WARREN ST SAN FERNANDO, CA 91340. This Business is conducted by: AN INDIVIDUAL. Signed: ANDRANIK KAZARYAN, OWNER. This statement was filed with the County Clerk of Los Angeles County on 10/01/2025. The registrant(s) has (have) commenced to transact business under the fictitious business name or names listed above on 10/18. NOTICE- This Fictitious Name Statement expires five years from the date it was filed in the office of the County Clerk. A new Fictitious Business Name Statement must be filed prior to that date. The filing of this statement does not of itself authorize the use in this state of a Fictitious Business Name in violation of the rights of another under Federal, State, or common law (See section 14411 et seq. Business and Professions Code) Publish: ES Mountain Views News Dates Pub: OCT 4, 11, 18, 25, 2025 [1139, 374, 1363, 574]
fictitious-business-notice: FICTITIOUS BUSINESS NAME STATEMENT File No. 2025-207893 The following person(s) is (are) doing business as: WD SOLID CONSTRUCTION CO, 612 S LONG BEACH BLVD, COMPTON, CA 90221. Full name of registrant(s) is (are) WINSTON DABBS, 612 S LONG BEACH BLVD, COMPTON, CA 90221. This Business is conducted by: AN INDIVIDUAL. Signed: WINSTON DABBS-OWNER. This statement was filed with the County Clerk of Los Angeles County on 10/02/2025. The registrant(s) has (have) commenced to transact business under the fictitious business name or names listed above on N/A. NOTICE- This Fictitious Name Statement expires five years from the date it was filed in the office of the County Clerk. A new Fictitious Business Name Statement must be filed prior to that date. The filing of this statement does not of itself authorize the use in this state of a Fictitious Business Name in violation of the rights of another under Federal, State, or common law (See section 14411 et seq. Business and Professions Code) Publish: ES Mountain Views News Dates Pub: OCT 11, 18, 25, NOV 01, 2025 [680, 598, 900, 799]
applicant-label: Applicant: [22, 881, 72, 895]
fictitious-business-notice: FICTITIOUS BUSINESS NAME STATEMENT File No. 2025210169 The following person(s) is (are) doing business as: ULTIMATE MASSAGE SERVICES, 6505 COSTELLO AVE, PANORAMA CITY, CA 91402. Full name of registrant(s) is (are) ULYSSES JAMES MACQUE. This Business is conducted by: AN INDIVIDUAL. Signed: ULYSSES JAMES MACQUE, OWNER. Publish: ES Mountain Views News Dates Pub: OCT 11, 18, 25, NOV 01, 2025 [909, 1466, 1130, 1557]
fictitious-business-notice: FICTITIOUS BUSINESS NAME STATEMENT File No. 2025206487 The following person(s) is (are) doing business as: BUTTERFLY RECOVERY 646 MARIPOSA AVENUE SIERRA MADRE, CA 91024. Full name of registrant(s) is (are) BUTTERFLY PROPERTY MANAGEMENT LLC. Signed: MOLLY ANN WOODS, OWNER. Publish: ES Mountain Views News Dates Pub: OCT 4, 11, 18, 25, 2025 [909, 1560, 1130, 1631]
fictitious-business-notice: FICTITIOUS BUSINESS NAME STATEMENT File No. 2025210346 The following person(s) is (are) doing business as: DIRECT ACA, 9420 RESEDA BLVD 935, NORTHRIDGE, CA 91324, AON 202571074512. Full name of registrant(s) is (are) DIRECT ACCOUNTING & COLLECTIONS ASSOCIATES, 9420 RESEDA BLVD 935, NORTHRIDGE, CA 91324. This Business is conducted by: AN LLC. Signed: DIRECT ACCOUNTING & COLLECTIONS ASSOCIATES. CARLOS VELASCO, CEO. This statement was filed with the County Clerk of Los Angeles County on 10/07/2025. The registrant(s) has (have) commenced to transact business under the fictitious business name or names listed above on 07/25. NOTICE- This Fictitious Name Statement expires five years from the date it was filed in the office of the County Clerk. A new Fictitious Business Name Statement must be filed prior to that date. The filing of this statement does not of itself authorize the use in this state of a Fictitious Business Name in violation of the rights of another under Federal, State, or common law (See section 14411 et seq. Business and Professions Code) Publish: ES Mountain Views News Dates Pub: OCT 11, 18, 25, NOV 01, 2025 [680, 987, 900, 1208]
env-text: The project, Ordinance No. 1486, qualifies for an exemption from the California Environmental Quality Act review pursuant to Title 14, Section 15061(b)(3) of the California Code of Regulations as it can be seen with certainty that there is no possibility the adoption of this Ordinance may have a significant effect on the environment, because it will enforce the 2025 California Fire Code and 2025 California Wildland Urban Interface Code in compliance with State requirements. [22, 1213, 657, 1268]
fictitious-business-notice: FICTITIOUS BUSINESS NAME STATEMENT File No. 2025208087 The following person(s) is (are) doing business as: CALIFORNIA ELITE PROCESS SERVERS 12925 SHERMAN WAY UNIT 4 VAN NUYS, CA 91606. Full name of registrant(s) is (are) ELIAS QUINTANILLA 12925 SHERMAN WAY UNIT 3 VAN NUYS, CA 91606. This Business is conducted by: AN INDIVIDUAL. Signed: ELIAS QUINTANILLA, OWNER. This statement was filed with the County Clerk of Los Angeles County on 10/03/2025. The registrant(s) has (have) commenced to transact business under the fictitious business name or names listed above on 09/2020. NOTICE- This Fictitious Name Statement expires five years from the date it was filed in the office of the County Clerk. A new Fictitious Business Name Statement must be filed prior to that date. The filing of this statement does not of itself authorize the use in this state of a Fictitious Business Name in violation of the rights of another under Federal, State, or common law (See section 14411 et seq. Business and Professions Code) Publish: ES Mountain Views News Dates Pub: OCT 11, 18, 25, NOV 01, 2025 [909, 1087, 1130, 1288]
fictitious-business-notice: LES, CA 90058. Full name of registrant(s) is (are) REGINA MARIE SAUCEDO 1044 E VERNON AVE, LOS ANGELES, CA 90058. This Business is conducted by: AN INDIVIDUAL. Signed: REGINA MARIE SAUCEDO-OWNER. This statement was filed with the County Clerk of Los Angeles County on 10/06/2025. The registrant(s) has (have) commenced to transact business under the fictitious business name or names listed above on 09/2025. Publish: ES Mountain Views News/JDC Dates Pub: OCT 11, 18, 25, NOV 01, 2025 [232, 1466, 448, 1566]
hearing-date-heading: DATE AND TIME OF HEARING [22, 348, 194, 361]
